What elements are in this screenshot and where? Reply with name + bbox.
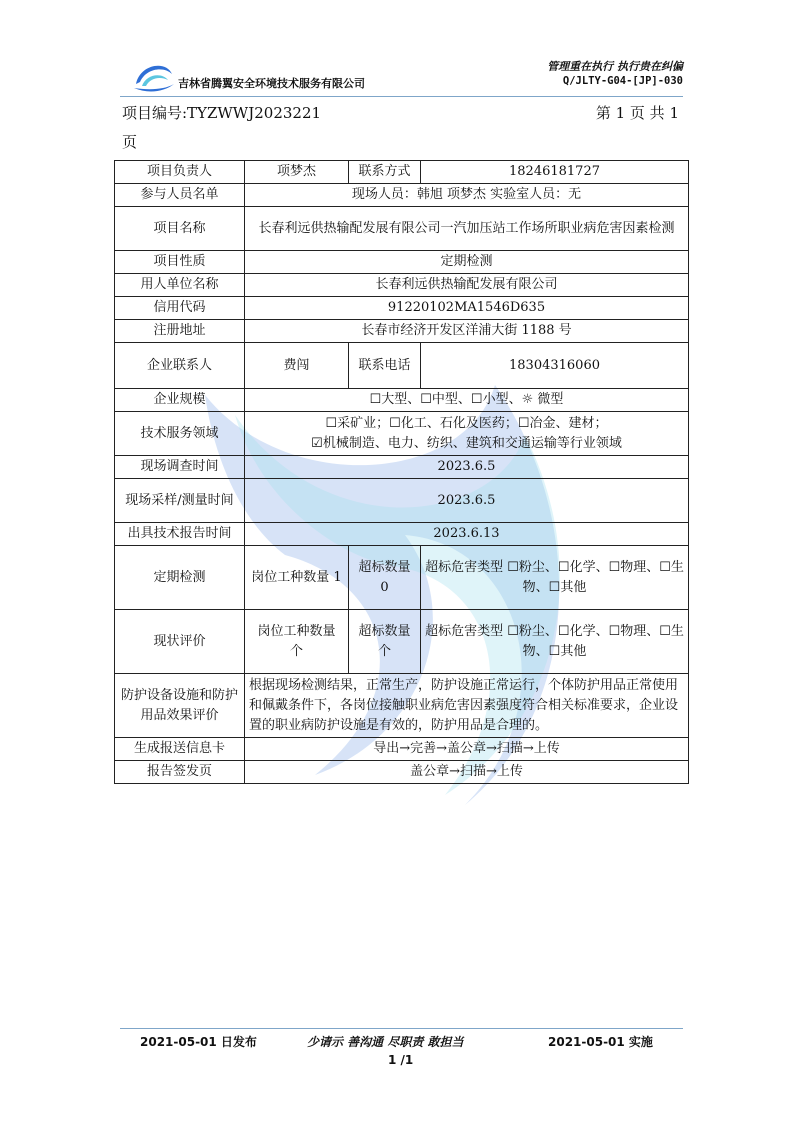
ent-contact-value: 费闯 <box>245 343 349 389</box>
contact-label: 联系方式 <box>349 161 421 184</box>
employer-value: 长春利远供热输配发展有限公司 <box>245 274 689 297</box>
header-rule <box>120 96 683 97</box>
project-number: 项目编号:TYZWWJ2023221 <box>122 104 322 122</box>
company-name: 吉林省腾翼安全环境技术服务有限公司 <box>178 77 365 90</box>
table-row <box>115 251 689 274</box>
nature-value: 定期检测 <box>245 251 689 274</box>
card-value: 导出→完善→盖公章→扫描→上传 <box>245 738 689 761</box>
status-hazard: 超标危害类型 ☐粉尘、☐化学、☐物理、☐生物、☐其他 <box>421 610 689 674</box>
table-row <box>115 456 689 479</box>
ent-contact-label: 企业联系人 <box>115 343 245 389</box>
page-header <box>120 54 683 96</box>
table-row <box>115 738 689 761</box>
table-row <box>115 674 689 738</box>
table-row <box>115 297 689 320</box>
status-posts: 岗位工种数量 个 <box>245 610 349 674</box>
project-name-label: 项目名称 <box>115 207 245 251</box>
survey-label: 现场调查时间 <box>115 456 245 479</box>
field-value <box>245 412 689 456</box>
project-info-table <box>114 160 689 784</box>
table-row <box>115 207 689 251</box>
card-label: 生成报送信息卡 <box>115 738 245 761</box>
sign-value: 盖公章→扫描→上传 <box>245 761 689 784</box>
table-row <box>115 161 689 184</box>
footer-motto: 少请示 善沟通 尽职责 敢担当 <box>307 1035 464 1049</box>
periodic-hazard: 超标危害类型 ☐粉尘、☐化学、☐物理、☐生物、☐其他 <box>421 546 689 610</box>
protect-label: 防护设备设施和防护用品效果评价 <box>115 674 245 738</box>
staff-value: 现场人员：韩旭 项梦杰 实验室人员：无 <box>245 184 689 207</box>
report-label: 出具技术报告时间 <box>115 523 245 546</box>
report-value: 2023.6.13 <box>245 523 689 546</box>
protect-value: 根据现场检测结果，正常生产，防护设施正常运行，个体防护用品正常使用和佩戴条件下，各岗位接触职业病危害因素强度符合相关标准要求，企业设置的职业病防护设施是有效的，防护用品是合理的。 <box>245 674 689 738</box>
status-exceed: 超标数量 个 <box>349 610 421 674</box>
sign-label: 报告签发页 <box>115 761 245 784</box>
sampling-label: 现场采样/测量时间 <box>115 479 245 523</box>
status-label: 现状评价 <box>115 610 245 674</box>
table-row <box>115 610 689 674</box>
staff-label: 参与人员名单 <box>115 184 245 207</box>
sampling-value: 2023.6.5 <box>245 479 689 523</box>
table-row <box>115 412 689 456</box>
nature-label: 项目性质 <box>115 251 245 274</box>
document-code: Q/JLTY-G04-[JP]-030 <box>562 75 683 87</box>
table-row <box>115 479 689 523</box>
table-row <box>115 389 689 412</box>
header-slogan: 管理重在执行 执行贵在纠偏 <box>547 60 683 73</box>
periodic-label: 定期检测 <box>115 546 245 610</box>
credit-value: 91220102MA1546D635 <box>245 297 689 320</box>
scale-label: 企业规模 <box>115 389 245 412</box>
company-logo-icon <box>130 54 176 94</box>
page-info: 第 1 页 共 1 <box>595 104 679 122</box>
periodic-posts: 岗位工种数量 1 <box>245 546 349 610</box>
table-row <box>115 523 689 546</box>
leader-label: 项目负责人 <box>115 161 245 184</box>
employer-label: 用人单位名称 <box>115 274 245 297</box>
table-row <box>115 184 689 207</box>
table-row <box>115 761 689 784</box>
table-row <box>115 343 689 389</box>
phone-value: 18304316060 <box>421 343 689 389</box>
footer-page-number: 1 /1 <box>388 1053 414 1067</box>
phone-label: 联系电话 <box>349 343 421 389</box>
footer-rule <box>120 1028 683 1029</box>
table-row <box>115 274 689 297</box>
page-info-wrap: 页 <box>122 133 138 151</box>
periodic-exceed: 超标数量 0 <box>349 546 421 610</box>
field-line-2: ☑机械制造、电力、纺织、建筑和交通运输等行业领域 <box>311 435 622 451</box>
credit-label: 信用代码 <box>115 297 245 320</box>
project-name-value: 长春利远供热输配发展有限公司一汽加压站工作场所职业病危害因素检测 <box>245 207 689 251</box>
field-label: 技术服务领域 <box>115 412 245 456</box>
scale-value: ☐大型、☐中型、☐小型、☼ 微型 <box>245 389 689 412</box>
table-row <box>115 546 689 610</box>
footer-published: 2021-05-01 日发布 <box>140 1035 257 1049</box>
contact-value: 18246181727 <box>421 161 689 184</box>
address-value: 长春市经济开发区洋浦大街 1188 号 <box>245 320 689 343</box>
address-label: 注册地址 <box>115 320 245 343</box>
leader-value: 项梦杰 <box>245 161 349 184</box>
field-line-1: ☐采矿业；☐化工、石化及医药；☐冶金、建材； <box>325 415 608 431</box>
table-row <box>115 320 689 343</box>
footer-effective: 2021-05-01 实施 <box>548 1035 653 1049</box>
survey-value: 2023.6.5 <box>245 456 689 479</box>
